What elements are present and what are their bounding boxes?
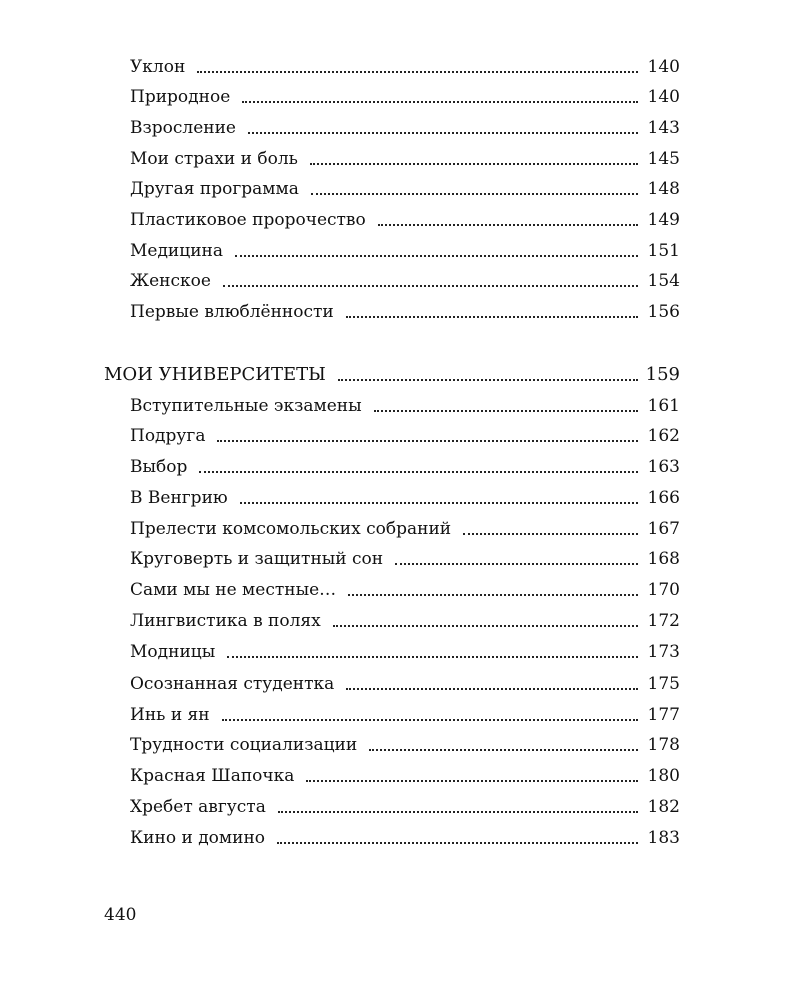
toc-entry-page: 175: [647, 674, 680, 694]
toc-entry-page: 177: [647, 705, 680, 725]
toc-entry-title: Осознанная студентка: [130, 674, 335, 694]
toc-entry: [130, 456, 680, 478]
toc-entry: [130, 579, 680, 601]
toc-section-heading: [104, 364, 680, 386]
toc-entry-page: 140: [647, 87, 680, 107]
dot-leader: [240, 502, 638, 504]
toc-entry-page: 151: [647, 241, 680, 261]
toc-entry: [130, 518, 680, 540]
dot-leader: [242, 101, 638, 103]
toc-entry-title: В Венгрию: [130, 488, 228, 508]
toc-entry-title: Сами мы не местные…: [130, 580, 337, 600]
dot-leader: [346, 316, 638, 318]
dot-leader: [374, 410, 638, 412]
dot-leader: [199, 471, 638, 473]
dot-leader: [463, 533, 638, 535]
toc-entry: [130, 148, 680, 170]
dot-leader: [197, 71, 638, 73]
toc-entry-title: Выбор: [130, 457, 188, 477]
dot-leader: [378, 224, 638, 226]
toc-entry: [130, 270, 680, 292]
toc-entry-title: Красная Шапочка: [130, 766, 295, 786]
toc-entry-page: 156: [647, 302, 680, 322]
toc-entry: [130, 704, 680, 726]
toc-entry-page: 140: [647, 57, 680, 77]
toc-entry: [130, 178, 680, 200]
toc-entry-title: Кино и домино: [130, 828, 266, 848]
toc-entry-page: 148: [647, 179, 680, 199]
dot-leader: [217, 440, 638, 442]
toc-entry-title: Инь и ян: [130, 705, 210, 725]
dot-leader: [277, 842, 638, 844]
toc-entry-page: 163: [647, 457, 680, 477]
toc-entry-page: 180: [647, 766, 680, 786]
toc-entry-title: Вступительные экзамены: [130, 396, 362, 416]
dot-leader: [333, 625, 638, 627]
toc-entry: [130, 117, 680, 139]
dot-leader: [235, 255, 638, 257]
toc-entry: [130, 86, 680, 108]
toc-entry-page: 167: [647, 519, 680, 539]
toc-entry-page: 162: [647, 426, 680, 446]
toc-entry: [130, 610, 680, 632]
dot-leader: [348, 594, 638, 596]
toc-section-title: МОИ УНИВЕРСИТЕТЫ: [104, 364, 326, 385]
dot-leader: [346, 688, 638, 690]
toc-entry-title: Другая программа: [130, 179, 299, 199]
dot-leader: [223, 285, 638, 287]
toc-entry: [130, 827, 680, 849]
toc-entry-page: 182: [647, 797, 680, 817]
dot-leader: [222, 719, 638, 721]
dot-leader: [369, 749, 638, 751]
toc-entry-title: Природное: [130, 87, 231, 107]
toc-entry-title: Взросление: [130, 118, 236, 138]
dot-leader: [311, 193, 638, 195]
toc-entry-page: 183: [647, 828, 680, 848]
toc-entry-title: Подруга: [130, 426, 206, 446]
dot-leader: [310, 163, 638, 165]
toc-entry-page: 166: [647, 488, 680, 508]
toc-section-page: 159: [645, 364, 680, 385]
toc-entry-title: Трудности социализации: [130, 735, 358, 755]
toc-entry-title: Первые влюблённости: [130, 302, 334, 322]
toc-entry-page: 168: [647, 549, 680, 569]
toc-entry-title: Лингвистика в полях: [130, 611, 321, 631]
toc-entry-title: Мои страхи и боль: [130, 149, 298, 169]
toc-entry: [130, 734, 680, 756]
toc-entry: [130, 301, 680, 323]
dot-leader: [395, 563, 638, 565]
toc-entry-title: Прелести комсомольских собраний: [130, 519, 452, 539]
toc-entry: [130, 796, 680, 818]
toc-entry-title: Медицина: [130, 241, 223, 261]
page-number: 440: [104, 905, 137, 925]
toc-entry-page: 154: [647, 271, 680, 291]
toc-entry-page: 170: [647, 580, 680, 600]
toc-entry-title: Модницы: [130, 642, 216, 662]
toc-entry-title: Уклон: [130, 57, 186, 77]
toc-entry-page: 173: [647, 642, 680, 662]
toc-entry-page: 178: [647, 735, 680, 755]
dot-leader: [248, 132, 638, 134]
toc-entry: [130, 395, 680, 417]
toc-entry: [130, 548, 680, 570]
toc-entry-page: 143: [647, 118, 680, 138]
toc-entry: [130, 425, 680, 447]
toc-entry: [130, 56, 680, 78]
toc-entry-page: 172: [647, 611, 680, 631]
toc-entry: [130, 487, 680, 509]
dot-leader: [227, 656, 638, 658]
toc-entry: [130, 765, 680, 787]
toc-entry-title: Хребет августа: [130, 797, 266, 817]
toc-entry-title: Пластиковое пророчество: [130, 210, 366, 230]
toc-entry-title: Круговерть и защитный сон: [130, 549, 384, 569]
dot-leader: [306, 780, 638, 782]
toc-entry: [130, 641, 680, 663]
toc-entry: [130, 240, 680, 262]
toc-entry-page: 145: [647, 149, 680, 169]
toc-entry: [130, 209, 680, 231]
toc-entry-title: Женское: [130, 271, 211, 291]
toc-entry-page: 149: [647, 210, 680, 230]
dot-leader: [278, 811, 638, 813]
toc-entry: [130, 673, 680, 695]
toc-entry-page: 161: [647, 396, 680, 416]
dot-leader: [338, 379, 638, 381]
